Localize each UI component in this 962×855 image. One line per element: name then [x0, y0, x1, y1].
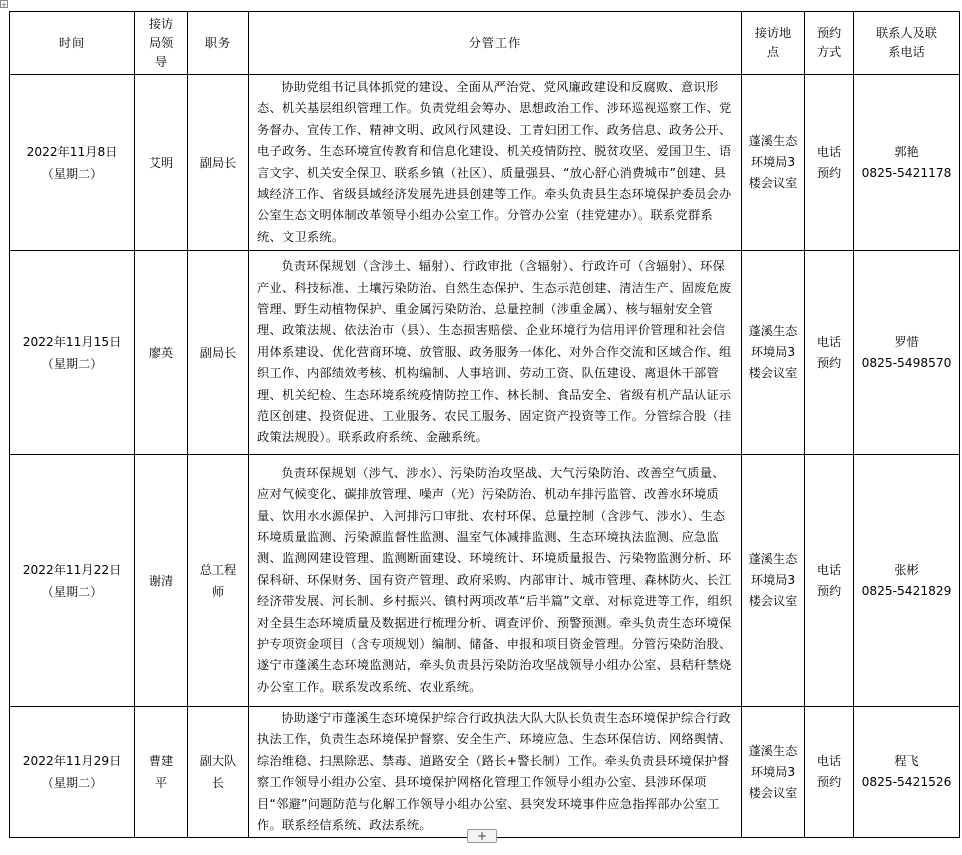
date-cell [10, 455, 135, 707]
work-cell: 协助遂宁市蓬溪生态环境保护综合行政执法大队大队长负责生态环境保护综合行政执法工作，负责生态环境保护督察、安全生产、环境应急、生态环保信访、网络舆情、综治维稳、扫黑除恶、禁毒、道路安全（路长+警长制）工作。牵头负责县环境保护督察工作领导小组办公室、县环境保护网格化管理工作领导小组办公室、县涉环保项目“邻避”问题防范与化解工作领导小组办公室、县突发环境事件应急指挥部办公室工作。联系经信系统、政法系统。 [249, 707, 742, 838]
leader-cell: 廖英 [135, 251, 188, 455]
table-row [10, 75, 960, 251]
location-cell: 蓬溪生态环境局3楼会议室 [742, 251, 805, 455]
contact-name: 郭艳 [894, 144, 919, 159]
date-text: 2022年11月8日 [26, 144, 118, 159]
location-cell: 蓬溪生态环境局3楼会议室 [742, 75, 805, 251]
date-text: 2022年11月15日 [22, 334, 122, 349]
weekday-text: （星期二） [41, 776, 103, 791]
contact-phone: 0825-5421178 [861, 165, 952, 180]
position-cell: 总工程师 [188, 455, 249, 707]
weekday-text: （星期二） [41, 584, 103, 599]
table-row [10, 455, 960, 707]
contact-cell [854, 707, 960, 838]
contact-name: 张彬 [894, 562, 919, 577]
contact-phone: 0825-5498570 [861, 355, 952, 370]
contact-name: 程飞 [894, 754, 919, 769]
header-contact: 联系人及联系电话 [854, 12, 960, 75]
weekday-text: （星期二） [41, 166, 103, 181]
header-leader: 接访局领导 [135, 12, 188, 75]
method-cell: 电话预约 [805, 707, 854, 838]
weekday-text: （星期二） [41, 356, 103, 371]
table-row [10, 251, 960, 455]
contact-phone: 0825-5421829 [861, 583, 952, 598]
method-cell: 电话预约 [805, 75, 854, 251]
date-cell [10, 707, 135, 838]
contact-phone: 0825-5421526 [861, 775, 952, 790]
location-cell: 蓬溪生态环境局3楼会议室 [742, 455, 805, 707]
leader-cell: 艾明 [135, 75, 188, 251]
position-cell: 副局长 [188, 75, 249, 251]
header-location: 接访地点 [742, 12, 805, 75]
header-method: 预约方式 [805, 12, 854, 75]
work-cell: 负责环保规划（含涉土、辐射）、行政审批（含辐射）、行政许可（含辐射）、环保产业、科技标准、土壤污染防治、自然生态保护、生态示范创建、清洁生产、固废危废管理、野生动植物保护、重金属污染防治、总量控制（涉重金属）、核与辐射安全管理、政策法规、依法治市（县）、生态损害赔偿、企业环境行为信用评价管理和社会信用体系建设、优化营商环境、放管服、政务服务一体化、对外合作交流和区域合作、组织工作、内部绩效考核、机构编制、人事培训、劳动工资、队伍建设、离退休干部管理、机关纪检、生态环境系统疫情防控工作、林长制、食品安全、省级有机产品认证示范区创建、投资促进、工业服务、农民工服务、固定资产投资等工作。分管综合股（挂政策法规股）。联系政府系统、金融系统。 [249, 251, 742, 455]
add-row-button[interactable]: + [467, 829, 497, 843]
leader-cell: 曹建平 [135, 707, 188, 838]
table-move-handle[interactable]: + [1, 1, 7, 9]
date-cell [10, 251, 135, 455]
table-row [10, 707, 960, 838]
date-text: 2022年11月29日 [22, 754, 122, 769]
reception-schedule-table [9, 11, 960, 838]
method-cell: 电话预约 [805, 251, 854, 455]
header-time: 时间 [10, 12, 135, 75]
date-cell [10, 75, 135, 251]
method-cell: 电话预约 [805, 455, 854, 707]
header-row [10, 12, 960, 75]
leader-cell: 谢清 [135, 455, 188, 707]
contact-cell [854, 455, 960, 707]
contact-cell [854, 75, 960, 251]
contact-name: 罗惜 [894, 334, 919, 349]
header-work: 分管工作 [249, 12, 742, 75]
header-position: 职务 [188, 12, 249, 75]
position-cell: 副局长 [188, 251, 249, 455]
work-cell: 协助党组书记具体抓党的建设、全面从严治党、党风廉政建设和反腐败、意识形态、机关基层组织管理工作。负责党组会筹办、思想政治工作、涉环巡视巡察工作、党务督办、宣传工作、精神文明、政风行风建设、工青妇团工作、政务信息、政务公开、电子政务、生态环境宣传教育和信息化建设、机关疫情防控、脱贫攻坚、爱国卫生、语言文字、机关安全保卫、联系乡镇（社区）、质量强县、“放心舒心消费城市”创建、县域经济工作、省级县域经济发展先进县创建等工作。牵头负责县生态环境保护委员会办公室生态文明体制改革领导小组办公室工作。分管办公室（挂党建办）。联系党群系统、文卫系统。 [249, 75, 742, 251]
contact-cell [854, 251, 960, 455]
date-text: 2022年11月22日 [22, 562, 122, 577]
work-cell: 负责环保规划（涉气、涉水）、污染防治攻坚战、大气污染防治、改善空气质量、应对气候变化、碳排放管理、噪声（光）污染防治、机动车排污监管、改善水环境质量、饮用水水源保护、入河排污口审批、农村环保、总量控制（含涉气、涉水）、生态环境质量监测、污染源监督性监测、温室气体减排监测、生态环境执法监测、应急监测、监测网建设管理、监测断面建设、环境统计、环境质量报告、污染物监测分析、环保科研、环保财务、国有资产管理、政府采购、内部审计、城市管理、森林防火、长江经济带发展、河长制、乡村振兴、镇村两项改革“后半篇”文章、对标竞进等工作，组织对全县生态环境质量及数据进行梳理分析、调查评价、预警预测。牵头负责生态环境保护专项资金项目（含专项规划）编制、储备、申报和项目资金管理。分管污染防治股、遂宁市蓬溪生态环境监测站，牵头负责县污染防治攻坚战领导小组办公室、县秸秆禁烧办公室工作。联系发改系统、农业系统。 [249, 455, 742, 707]
location-cell: 蓬溪生态环境局3楼会议室 [742, 707, 805, 838]
position-cell: 副大队长 [188, 707, 249, 838]
